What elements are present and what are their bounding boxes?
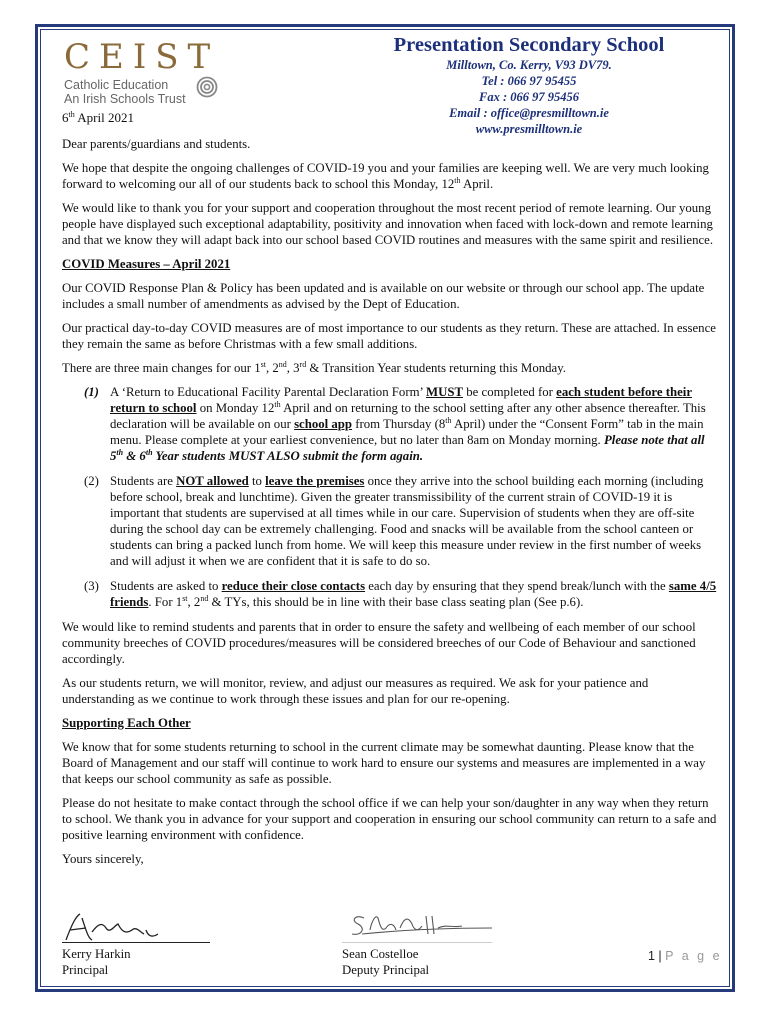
paragraph-practical-measures: Our practical day-to-day COVID measures are of most importance to our students as they return. These are attached. In essence they remain the same as before Christmas with a few small additions. [62, 321, 716, 351]
school-website: www.presmilltown.ie [475, 122, 583, 136]
heading-covid-measures: COVID Measures – April 2021 [62, 257, 231, 271]
handwritten-signature-principal [62, 904, 212, 946]
paragraph-code-of-behaviour: We would like to remind students and parents that in order to ensure the safety and wellbeing of each member of our school community breeches of COVID procedures/measures will be considered breeches of our Code of Behaviour and sanctioned accordingly. [62, 620, 696, 666]
list-number: (2) [84, 474, 99, 488]
paragraph-thanks: We would like to thank you for your support and cooperation throughout the most recent period of remote learning. Our young people have displayed such exceptional adaptability, positivity and innovation when faced with lock-down and remote learning and that we know they will adapt back into our school based COVID routines and measures with the same spirit and resilience. [62, 201, 714, 247]
school-fax: Fax : 066 97 95456 [479, 90, 579, 104]
spiral-icon [196, 76, 218, 98]
school-name: Presentation Secondary School [393, 34, 665, 56]
list-item-leave-premises [84, 473, 718, 569]
list-number: (1) [84, 385, 99, 399]
paragraph-daunting: We know that for some students returning to school in the current climate may be somewhat daunting. Please know that the Board of Management and our staff will continue to work hard to ensure our systems and measures are implemented in a way that keeps our school community as safe as possible. [62, 740, 706, 786]
list-item-close-contacts [84, 578, 718, 610]
logo-wordmark: CEIST [64, 37, 220, 77]
paragraph-monitor-review: As our students return, we will monitor, review, and adjust our measures as required. We ask for your patience and understanding as we continue to work through these issues and plan for our re-opening. [62, 676, 649, 706]
page-number: 1 | P a g e [648, 949, 723, 963]
logo-line-1: Catholic Education [64, 78, 169, 92]
list-number: (3) [84, 579, 99, 593]
paragraph-main-changes: There are three main changes for our 1st, 2nd, 3rd & Transition Year students returning this Monday. [62, 360, 566, 375]
school-tel: Tel : 066 97 95455 [481, 74, 577, 88]
principal-title: Principal [62, 963, 109, 977]
deputy-title: Deputy Principal [342, 963, 430, 977]
paragraph-contact-office: Please do not hesitate to make contact through the school office if we can help your son/daughter in any way when they return to school. We thank you in advance for your support and cooperation in ensuring our school community can return to a safe and positive learning environment with confidence. [62, 796, 717, 842]
list-item-text: Students are NOT allowed to leave the premises once they arrive into the school building each morning (including before school, break and lunchtime). Given the greater transmissibility of the current strain of COVID-19 it is important that students are supervised at all times while in our care. Supervision of students when they are off-site during the school day can be extremely challenging. Food and snacks will be available from the school canteen or students can bring a packed lunch from home. We will keep this measure under review in the first number of weeks and will adjust it when we are confident that it is safe to do so. [110, 474, 704, 568]
letter-date: 6th April 2021 [62, 110, 134, 125]
handwritten-signature-deputy [342, 904, 502, 946]
principal-name: Kerry Harkin [62, 947, 131, 961]
signature-line [62, 942, 210, 943]
paragraph-response-plan: Our COVID Response Plan & Policy has been updated and is available on our website or through our school app. The update includes a small number of amendments as advised by the Dept of Education. [62, 281, 705, 311]
school-address: Milltown, Co. Kerry, V93 DV79. [446, 58, 612, 72]
list-item-text: Students are asked to reduce their close contacts each day by ensuring that they spend break/lunch with the same 4/5 friends. For 1st, 2nd & TYs, this should be in line with their base class seating plan (See p.6). [110, 579, 717, 609]
heading-supporting-each-other: Supporting Each Other [62, 716, 191, 730]
letter-body [62, 136, 718, 875]
list-item-text: A ‘Return to Educational Facility Parental Declaration Form’ MUST be completed for each student before their return to school on Monday 12th April and on returning to the school setting after any other absence thereafter. This declaration will be available on our school app from Thursday (8th April) under the “Consent Form” tab in the main menu. Please complete at your earliest convenience, but no later than 8am on Monday morning. Please note that all 5th & 6th Year students MUST ALSO submit the form again. [110, 385, 706, 463]
deputy-name: Sean Costelloe [342, 947, 419, 961]
signature-line [342, 942, 492, 943]
school-email: Email : office@presmilltown.ie [449, 106, 609, 120]
school-header [300, 33, 758, 137]
ceist-logo [62, 38, 232, 108]
signature-block [62, 902, 718, 986]
closing-line: Yours sincerely, [62, 852, 144, 866]
list-item-declaration-form [84, 384, 718, 464]
salutation: Dear parents/guardians and students. [62, 137, 251, 151]
paragraph-welcome: We hope that despite the ongoing challenges of COVID-19 you and your families are keeping well. We are very much looking forward to welcoming our all of our students back to school this Monday, 12th April. [62, 161, 709, 191]
logo-line-2: An Irish Schools Trust [64, 92, 186, 106]
